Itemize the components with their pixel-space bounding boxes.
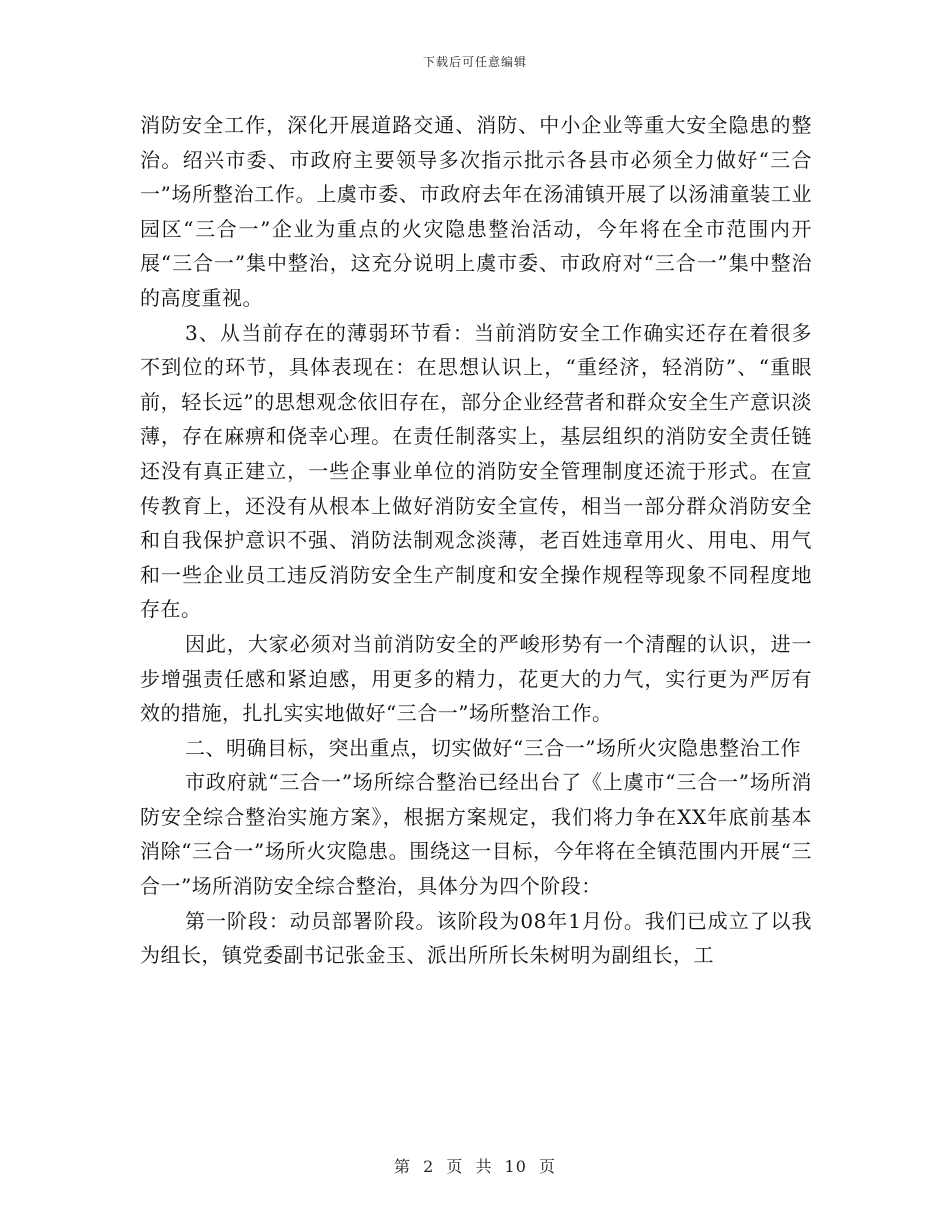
paragraph-5: 第一阶段：动员部署阶段。该阶段为08年1月份。我们已成立了以我为组长，镇党委副书记张金玉、派出所所长朱树明为副组长，工 (140, 908, 812, 968)
paragraph-4: 市政府就“三合一”场所综合整治已经出台了《上虞市“三合一”场所消防安全综合整治实施方案》，根据方案规定，我们将力争在XX年底前基本消除“三合一”场所火灾隐患。围绕这一目标，今年将在全镇范围内开展“三合一”场所消防安全综合整治，具体分为四个阶段： (140, 770, 812, 899)
document-body (140, 108, 812, 973)
paragraph-3: 因此，大家必须对当前消防安全的严峻形势有一个清醒的认识，进一步增强责任感和紧迫感，用更多的精力，花更大的力气，实行更为严厉有效的措施，扎扎实实地做好“三合一”场所整治工作。 (140, 631, 812, 726)
paragraph-1: 消防安全工作，深化开展道路交通、消防、中小企业等重大安全隐患的整治。绍兴市委、市政府主要领导多次指示批示各县市必须全力做好“三合一”场所整治工作。上虞市委、市政府去年在汤浦镇开展了以汤浦童装工业园区“三合一”企业为重点的火灾隐患整治活动，今年将在全市范围内开展“三合一”集中整治，这充分说明上虞市委、市政府对“三合一”集中整治的高度重视。 (140, 113, 812, 310)
page-header-note: 下载后可任意编辑 (422, 55, 527, 69)
section-heading-2: 二、明确目标，突出重点，切实做好“三合一”场所火灾隐患整治工作 (185, 735, 801, 760)
paragraph-2: 3、从当前存在的薄弱环节看：当前消防安全工作确实还存在着很多不到位的环节，具体表现在：在思想认识上，“重经济，轻消防”、“重眼前，轻长远”的思想观念依旧存在，部分企业经营者和群众安全生产意识淡薄，存在麻痹和侥幸心理。在责任制落实上，基层组织的消防安全责任链还没有真正建立，一些企事业单位的消防安全管理制度还流于形式。在宣传教育上，还没有从根本上做好消防安全宣传，相当一部分群众消防安全和自我保护意识不强、消防法制观念淡薄，老百姓违章用火、用电、用气和一些企业员工违反消防安全生产制度和安全操作规程等现象不同程度地存在。 (140, 320, 812, 622)
page-number: 第 2 页 共 10 页 (394, 1157, 556, 1176)
